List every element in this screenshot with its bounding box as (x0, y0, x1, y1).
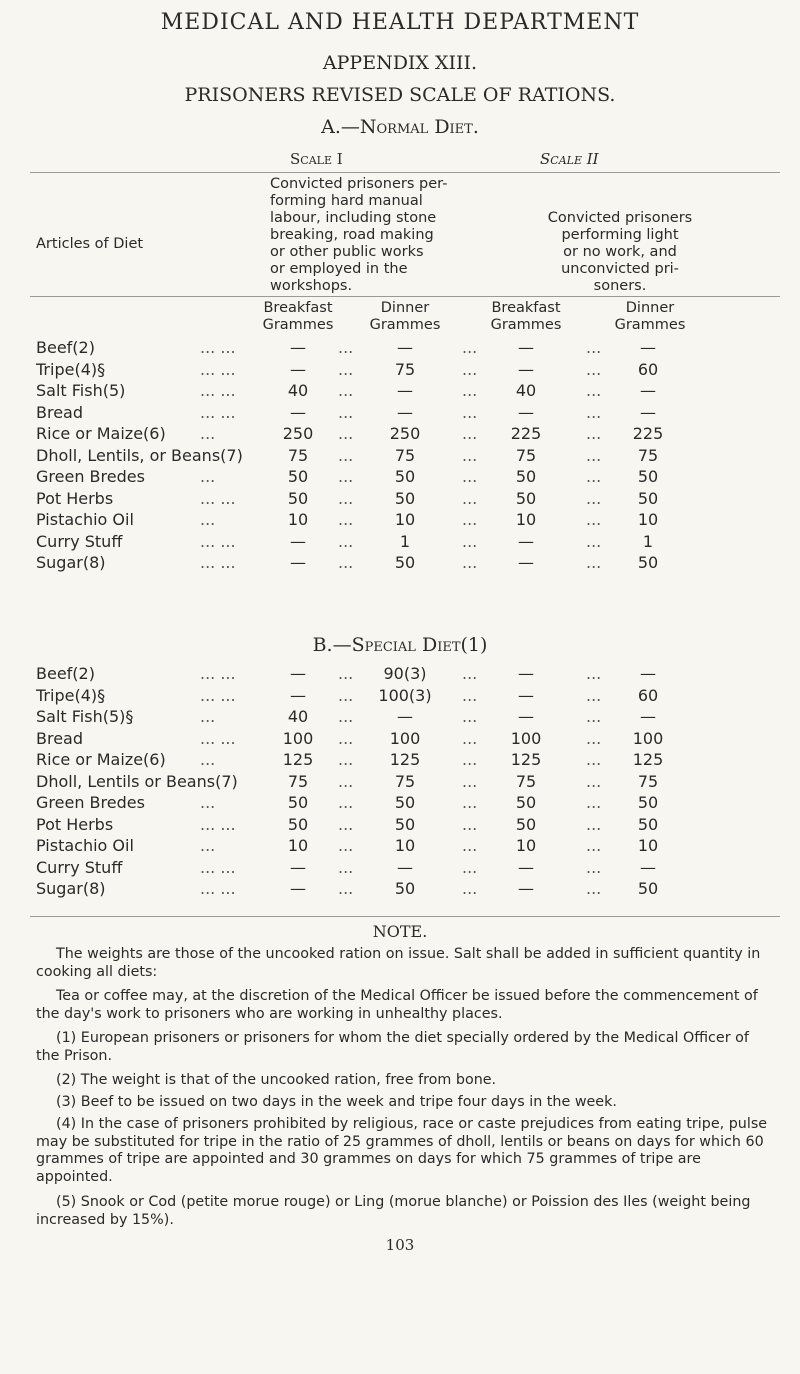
table-row (0, 879, 800, 901)
s1-breakfast-cell: — (290, 359, 306, 379)
s2-dinner-cell: 50 (637, 553, 659, 572)
leader-dots: ... ... (200, 685, 236, 705)
article: Green Bredes (36, 793, 145, 812)
s1-dinner-cell: 75 (394, 445, 416, 465)
article: Sugar(8) (36, 879, 106, 898)
s1-breakfast-cell: — (290, 553, 306, 572)
s2-breakfast-cell: — (518, 879, 534, 898)
s2-breakfast-cell: 75 (515, 771, 537, 791)
leader-dots: ... (586, 836, 602, 855)
s1-breakfast-cell: 75 (287, 445, 309, 465)
leader-dots: ... (338, 531, 354, 551)
s1-breakfast-cell: — (290, 857, 306, 877)
s1-dinner-cell: 100(3) (378, 685, 432, 705)
article: Sugar(8) (36, 553, 106, 572)
s1-breakfast-cell: — (290, 531, 306, 551)
leader-dots: ... (338, 771, 354, 791)
leader-dots: ... (462, 531, 478, 551)
article: Bread (36, 728, 84, 748)
article: Rice or Maize(6) (36, 750, 166, 769)
leader-dots: ... (586, 857, 602, 877)
leader-dots: ... (462, 707, 478, 726)
s1-dinner-cell: 75 (394, 359, 416, 379)
leader-dots: ... (338, 553, 354, 572)
leader-dots: ... (200, 424, 216, 443)
leader-dots: ... ... (200, 664, 236, 683)
table-row (0, 750, 800, 772)
scale-1-description: Convicted prisoners per- forming hard manual labour, including stone breaking, road making or other public works or employed in the workshops. (270, 176, 448, 294)
leader-dots: ... (462, 664, 478, 683)
s2-breakfast-header: Breakfast Grammes (490, 300, 562, 333)
s1-breakfast-cell: 250 (282, 424, 314, 443)
table-bottom-rule (30, 916, 780, 917)
article: Pistachio Oil (36, 510, 134, 529)
leader-dots: ... (586, 793, 602, 812)
s2-dinner-cell: — (640, 707, 656, 726)
s2-breakfast-cell: — (518, 685, 534, 705)
s1-dinner-cell: — (397, 338, 413, 357)
leader-dots: ... (462, 424, 478, 443)
s2-dinner-cell: — (640, 381, 656, 400)
s2-dinner-cell: 75 (637, 771, 659, 791)
s1-dinner-cell: 50 (394, 814, 416, 834)
s1-breakfast-cell: — (290, 685, 306, 705)
s1-breakfast-cell: 40 (287, 381, 309, 400)
article: Dholl, Lentils or Beans(7) (36, 771, 238, 791)
leader-dots: ... (462, 381, 478, 400)
header-bottom-rule (30, 296, 780, 297)
s1-dinner-cell: — (397, 857, 413, 877)
leader-dots: ... (586, 771, 602, 791)
note-paragraph: (1) European prisoners or prisoners for whom the diet specially ordered by the Medical Officer of the Prison. (36, 1030, 749, 1064)
s2-dinner-cell: — (640, 402, 656, 422)
s1-breakfast-cell: 10 (287, 510, 309, 529)
s2-breakfast-cell: 125 (510, 750, 542, 769)
leader-dots: ... (586, 553, 602, 572)
s2-dinner-cell: 125 (632, 750, 664, 769)
s1-breakfast-cell: 50 (287, 814, 309, 834)
leader-dots: ... ... (200, 857, 236, 877)
s1-dinner-cell: 125 (389, 750, 421, 769)
s1-dinner-cell: — (397, 707, 413, 726)
table-row (0, 424, 800, 446)
article: Rice or Maize(6) (36, 424, 166, 443)
article: Pistachio Oil (36, 836, 134, 855)
leader-dots: ... (462, 445, 478, 465)
article: Bread (36, 402, 84, 422)
leader-dots: ... (586, 402, 602, 422)
table-row (0, 793, 800, 815)
leader-dots: ... ... (200, 728, 236, 748)
article: Salt Fish(5) (36, 381, 126, 400)
leader-dots: ... ... (200, 553, 236, 572)
leader-dots: ... (338, 488, 354, 508)
s2-dinner-cell: 50 (637, 467, 659, 486)
s2-dinner-cell: 50 (637, 814, 659, 834)
article: Curry Stuff (36, 531, 123, 551)
leader-dots: ... (200, 750, 216, 769)
note-paragraph: (2) The weight is that of the uncooked ration, free from bone. (56, 1072, 497, 1088)
s2-dinner-cell: 75 (637, 445, 659, 465)
leader-dots: ... (586, 664, 602, 683)
s1-breakfast-cell: — (290, 879, 306, 898)
leader-dots: ... (338, 338, 354, 357)
s2-dinner-cell: 50 (637, 488, 659, 508)
leader-dots: ... ... (200, 488, 236, 508)
article: Pot Herbs (36, 488, 114, 508)
s2-breakfast-cell: 40 (515, 381, 537, 400)
leader-dots: ... (200, 836, 216, 855)
s1-dinner-cell: 10 (394, 510, 416, 529)
s2-dinner-cell: — (640, 857, 656, 877)
s2-breakfast-cell: 50 (515, 488, 537, 508)
leader-dots: ... (586, 750, 602, 769)
leader-dots: ... (338, 857, 354, 877)
s1-dinner-cell: 50 (394, 553, 416, 572)
leader-dots: ... (586, 467, 602, 486)
s2-breakfast-cell: 50 (515, 814, 537, 834)
s2-breakfast-cell: — (518, 707, 534, 726)
s1-dinner-cell: 50 (394, 467, 416, 486)
scale-1-heading: Scale I (290, 150, 343, 168)
s2-breakfast-cell: — (518, 553, 534, 572)
leader-dots: ... (338, 728, 354, 748)
table-row (0, 729, 800, 751)
table-row (0, 489, 800, 511)
s2-dinner-cell: 60 (637, 685, 659, 705)
s2-breakfast-cell: 10 (515, 510, 537, 529)
s1-dinner-header: Dinner Grammes (369, 300, 441, 333)
s2-dinner-cell: 50 (637, 793, 659, 812)
leader-dots: ... (462, 359, 478, 379)
s2-dinner-cell: 60 (637, 359, 659, 379)
article: Beef(2) (36, 338, 95, 357)
leader-dots: ... (338, 664, 354, 683)
leader-dots: ... ... (200, 814, 236, 834)
article: Curry Stuff (36, 857, 123, 877)
note-paragraph: (3) Beef to be issued on two days in the week and tripe four days in the week. (56, 1094, 617, 1110)
article: Dholl, Lentils, or Beans(7) (36, 445, 243, 465)
s2-breakfast-cell: — (518, 857, 534, 877)
s1-dinner-cell: 50 (394, 879, 416, 898)
scale-2-heading: Scale II (540, 150, 599, 168)
leader-dots: ... (338, 381, 354, 400)
leader-dots: ... (586, 531, 602, 551)
page-title: PRISONERS REVISED SCALE OF RATIONS. (184, 84, 616, 106)
leader-dots: ... (200, 793, 216, 812)
leader-dots: ... (586, 381, 602, 400)
leader-dots: ... ... (200, 359, 236, 379)
table-row (0, 532, 800, 554)
leader-dots: ... (586, 424, 602, 443)
s1-breakfast-cell: 75 (287, 771, 309, 791)
s2-breakfast-cell: 50 (515, 467, 537, 486)
s1-dinner-cell: 75 (394, 771, 416, 791)
leader-dots: ... (462, 402, 478, 422)
leader-dots: ... (338, 685, 354, 705)
s1-breakfast-cell: 50 (287, 488, 309, 508)
leader-dots: ... (586, 879, 602, 898)
s2-dinner-cell: 100 (632, 728, 664, 748)
leader-dots: ... (462, 814, 478, 834)
s1-breakfast-header: Breakfast Grammes (262, 300, 334, 333)
table-row (0, 772, 800, 794)
leader-dots: ... (462, 467, 478, 486)
leader-dots: ... (462, 553, 478, 572)
table-row (0, 360, 800, 382)
table-row (0, 686, 800, 708)
leader-dots: ... (200, 707, 216, 726)
leader-dots: ... (586, 488, 602, 508)
leader-dots: ... (462, 857, 478, 877)
note-paragraph: (4) In the case of prisoners prohibited by religious, race or caste prejudices from eating tripe, pulse may be substituted for tripe in the ratio of 25 grammes of dholl, lentils or beans on days for which 60 grammes of tripe are appointed and 30 grammes on days for which 75 grammes of tripe are appointed. (36, 1116, 768, 1185)
s1-breakfast-cell: — (290, 664, 306, 683)
leader-dots: ... (462, 879, 478, 898)
article: Tripe(4)§ (36, 359, 106, 379)
note-paragraph: Tea or coffee may, at the discretion of the Medical Officer be issued before the commencement of the day's work to prisoners who are working in unhealthy places. (36, 988, 758, 1022)
page-number: 103 (385, 1236, 415, 1254)
note-paragraph: (5) Snook or Cod (petite morue rouge) or Ling (morue blanche) or Poission des Iles (weight being increased by 15%). (36, 1194, 751, 1228)
s2-dinner-cell: — (640, 664, 656, 683)
s2-dinner-header: Dinner Grammes (614, 300, 686, 333)
s2-dinner-cell: — (640, 338, 656, 357)
note-heading: NOTE. (372, 922, 428, 941)
leader-dots: ... (338, 707, 354, 726)
s1-breakfast-cell: 40 (287, 707, 309, 726)
leader-dots: ... (462, 728, 478, 748)
table-row (0, 858, 800, 880)
leader-dots: ... (462, 685, 478, 705)
s2-breakfast-cell: 10 (515, 836, 537, 855)
leader-dots: ... (462, 510, 478, 529)
leader-dots: ... (586, 707, 602, 726)
table-row (0, 467, 800, 489)
s1-dinner-cell: — (397, 381, 413, 400)
s1-breakfast-cell: — (290, 338, 306, 357)
leader-dots: ... ... (200, 381, 236, 400)
leader-dots: ... (586, 685, 602, 705)
leader-dots: ... (338, 814, 354, 834)
appendix-title: APPENDIX XIII. (322, 52, 478, 74)
table-row (0, 664, 800, 686)
leader-dots: ... (338, 793, 354, 812)
running-title: MEDICAL AND HEALTH DEPARTMENT (160, 10, 640, 35)
s1-dinner-cell: 250 (389, 424, 421, 443)
s1-dinner-cell: — (397, 402, 413, 422)
s2-breakfast-cell: 50 (515, 793, 537, 812)
s1-dinner-cell: 90(3) (383, 664, 427, 683)
leader-dots: ... (462, 771, 478, 791)
table-row (0, 446, 800, 468)
leader-dots: ... (586, 814, 602, 834)
header-top-rule (30, 172, 780, 173)
s1-breakfast-cell: — (290, 402, 306, 422)
article: Pot Herbs (36, 814, 114, 834)
leader-dots: ... (462, 338, 478, 357)
table-row (0, 836, 800, 858)
leader-dots: ... (200, 467, 216, 486)
table-row (0, 381, 800, 403)
s2-dinner-cell: 10 (637, 510, 659, 529)
note-paragraph: The weights are those of the uncooked ration on issue. Salt shall be added in sufficient quantity in cooking all diets: (36, 946, 761, 980)
leader-dots: ... (586, 338, 602, 357)
article: Green Bredes (36, 467, 145, 486)
leader-dots: ... (462, 793, 478, 812)
leader-dots: ... (338, 836, 354, 855)
table-row (0, 553, 800, 575)
s2-breakfast-cell: — (518, 664, 534, 683)
table-row (0, 403, 800, 425)
table-row (0, 815, 800, 837)
s2-breakfast-cell: 225 (510, 424, 542, 443)
s2-breakfast-cell: — (518, 402, 534, 422)
s1-breakfast-cell: 100 (282, 728, 314, 748)
table-row (0, 707, 800, 729)
leader-dots: ... (586, 728, 602, 748)
s1-breakfast-cell: 125 (282, 750, 314, 769)
article: Salt Fish(5)§ (36, 707, 134, 726)
article: Beef(2) (36, 664, 95, 683)
s1-dinner-cell: 100 (389, 728, 421, 748)
s2-dinner-cell: 10 (637, 836, 659, 855)
leader-dots: ... (586, 445, 602, 465)
section-b-heading: B.—Special Diet(1) (312, 634, 488, 656)
articles-header: Articles of Diet (36, 236, 144, 252)
article: Tripe(4)§ (36, 685, 106, 705)
leader-dots: ... ... (200, 879, 236, 898)
leader-dots: ... (338, 402, 354, 422)
leader-dots: ... (586, 359, 602, 379)
scale-2-description: Convicted prisoners performing light or no work, and unconvicted pri- soners. (547, 210, 693, 294)
s1-dinner-cell: 50 (394, 793, 416, 812)
s1-breakfast-cell: 10 (287, 836, 309, 855)
leader-dots: ... (338, 445, 354, 465)
s2-breakfast-cell: — (518, 338, 534, 357)
leader-dots: ... (462, 750, 478, 769)
s2-breakfast-cell: — (518, 359, 534, 379)
leader-dots: ... (338, 750, 354, 769)
s2-breakfast-cell: — (518, 531, 534, 551)
s1-dinner-cell: 50 (394, 488, 416, 508)
leader-dots: ... (586, 510, 602, 529)
table-row (0, 510, 800, 532)
leader-dots: ... (338, 424, 354, 443)
leader-dots: ... (462, 488, 478, 508)
s2-dinner-cell: 50 (637, 879, 659, 898)
leader-dots: ... (338, 879, 354, 898)
s2-dinner-cell: 225 (632, 424, 664, 443)
s1-breakfast-cell: 50 (287, 793, 309, 812)
leader-dots: ... ... (200, 402, 236, 422)
leader-dots: ... ... (200, 531, 236, 551)
s2-breakfast-cell: 75 (515, 445, 537, 465)
s1-dinner-cell: 10 (394, 836, 416, 855)
leader-dots: ... (338, 510, 354, 529)
s2-dinner-cell: 1 (642, 531, 654, 551)
leader-dots: ... (338, 359, 354, 379)
leader-dots: ... ... (200, 338, 236, 357)
leader-dots: ... (200, 510, 216, 529)
leader-dots: ... (338, 467, 354, 486)
s2-breakfast-cell: 100 (510, 728, 542, 748)
leader-dots: ... (462, 836, 478, 855)
section-a-heading: A.—Normal Diet. (321, 116, 479, 138)
s1-breakfast-cell: 50 (287, 467, 309, 486)
s1-dinner-cell: 1 (399, 531, 411, 551)
table-row (0, 338, 800, 360)
